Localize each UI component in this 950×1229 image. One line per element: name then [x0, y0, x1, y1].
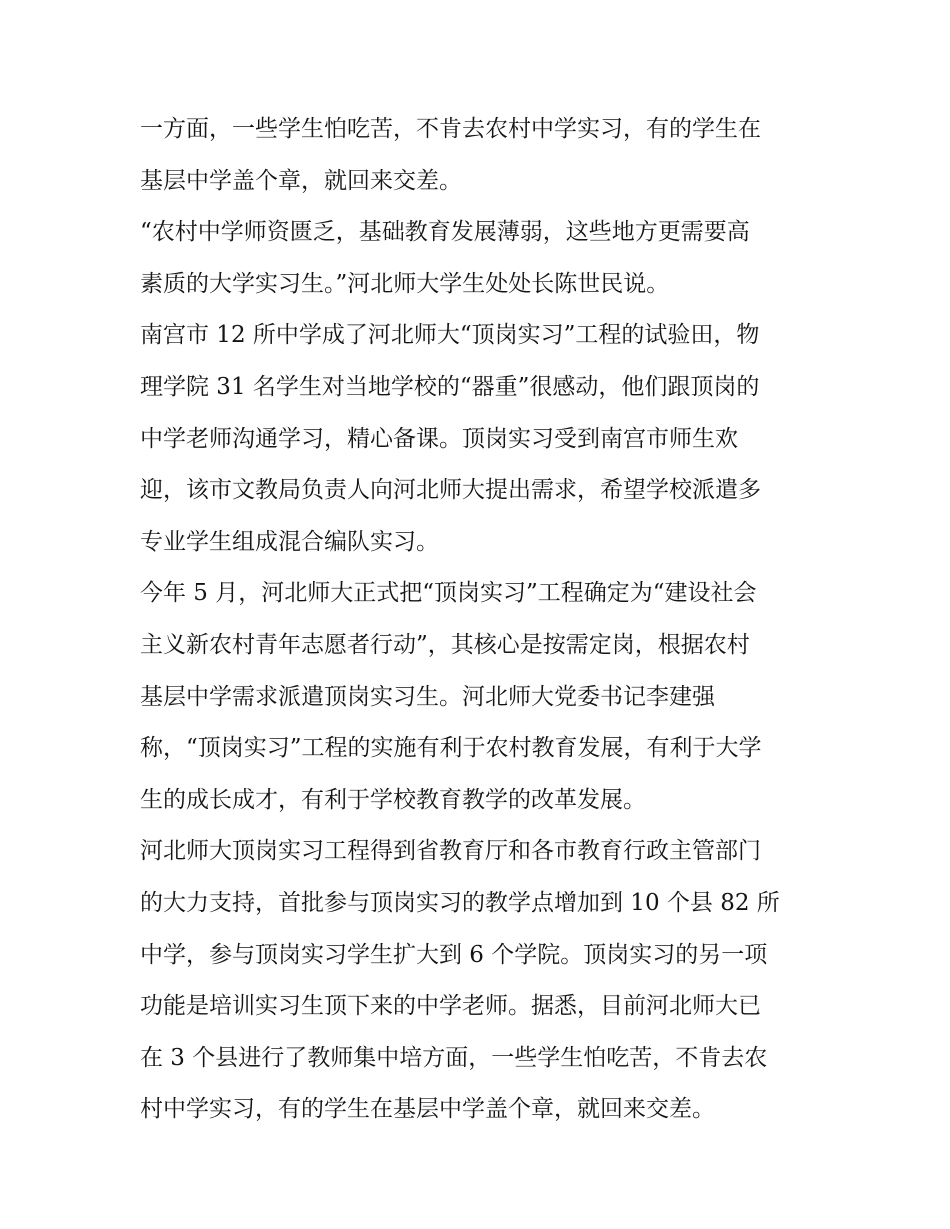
text-line: 功能是培训实习生顶下来的中学老师。据悉，目前河北师大已 [140, 993, 761, 1020]
text-line: 基层中学盖个章，就回来交差。 [140, 167, 462, 194]
paragraph-1 [140, 104, 820, 207]
text-line: “农村中学师资匮乏，基础教育发展薄弱，这些地方更需要高 [140, 219, 750, 246]
text-line: 村中学实习，有的学生在基层中学盖个章，就回来交差。 [140, 1096, 715, 1123]
text-line: 今年 5 月，河北师大正式把“顶岗实习”工程确定为“建设社会 [140, 580, 757, 607]
text-line: 的大力支持，首批参与顶岗实习的教学点增加到 10 个县 82 所 [140, 889, 780, 916]
text-line: 专业学生组成混合编队实习。 [140, 528, 439, 555]
text-line: 生的成长成才，有利于学校教育教学的改革发展。 [140, 786, 646, 813]
text-line: 河北师大顶岗实习工程得到省教育厅和各市教育行政主管部门 [140, 838, 761, 865]
text-line: 在 3 个县进行了教师集中培方面，一些学生怕吃苦，不肯去农 [140, 1044, 768, 1071]
text-line: 理学院 31 名学生对当地学校的“器重”很感动，他们跟顶岗的 [140, 373, 760, 400]
text-line: 中学，参与顶岗实习学生扩大到 6 个学院。顶岗实习的另一项 [140, 941, 768, 968]
text-line: 一方面，一些学生怕吃苦，不肯去农村中学实习，有的学生在 [140, 116, 761, 142]
paragraph-3 [140, 310, 820, 568]
paragraph-2 [140, 207, 820, 310]
text-line: 素质的大学实习生。”河北师大学生处处长陈世民说。 [140, 270, 670, 297]
text-line: 迎，该市文教局负责人向河北师大提出需求，希望学校派遣多 [140, 477, 761, 504]
document-body [140, 104, 820, 1136]
paragraph-4 [140, 568, 820, 826]
text-line: 称，“顶岗实习”工程的实施有利于农村教育发展，有利于大学 [140, 735, 762, 762]
text-line: 南宫市 12 所中学成了河北师大“顶岗实习”工程的试验田，物 [140, 322, 760, 349]
paragraph-5 [140, 826, 820, 1136]
text-line: 基层中学需求派遣顶岗实习生。河北师大党委书记李建强 [140, 683, 715, 710]
text-line: 中学老师沟通学习，精心备课。顶岗实习受到南宫市师生欢 [140, 425, 738, 452]
text-line: 主义新农村青年志愿者行动”，其核心是按需定岗，根据农村 [140, 631, 750, 658]
